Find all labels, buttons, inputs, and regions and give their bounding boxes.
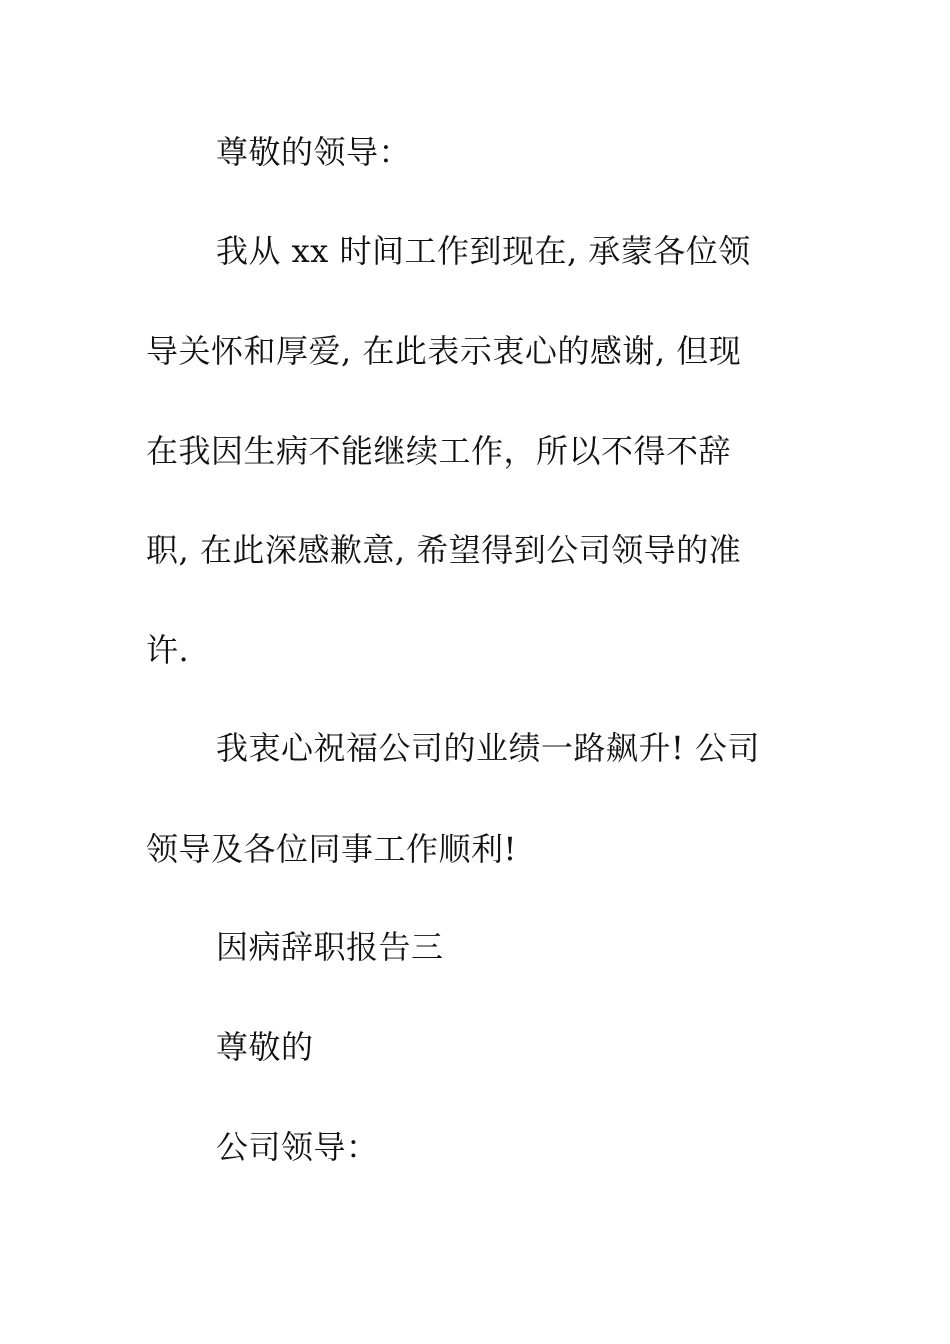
salutation: 公司领导： <box>216 1128 379 1166</box>
paragraph-line: 领导及各位同事工作顺利! <box>146 830 517 868</box>
paragraph-line: 我衷心祝福公司的业绩一路飙升! 公司 <box>216 729 761 767</box>
paragraph-line: 许. <box>146 631 190 669</box>
salutation: 尊敬的 <box>216 1028 314 1066</box>
paragraph-line: 职, 在此深感歉意, 希望得到公司领导的准 <box>146 531 742 569</box>
salutation: 尊敬的领导： <box>216 133 412 171</box>
paragraph-line: 导关怀和厚爱, 在此表示衷心的感谢, 但现 <box>146 332 742 370</box>
section-title: 因病辞职报告三 <box>216 928 444 966</box>
paragraph-line: 在我因生病不能继续工作，所以不得不辞 <box>146 432 732 470</box>
paragraph-line: 我从 xx 时间工作到现在, 承蒙各位领 <box>216 232 751 270</box>
